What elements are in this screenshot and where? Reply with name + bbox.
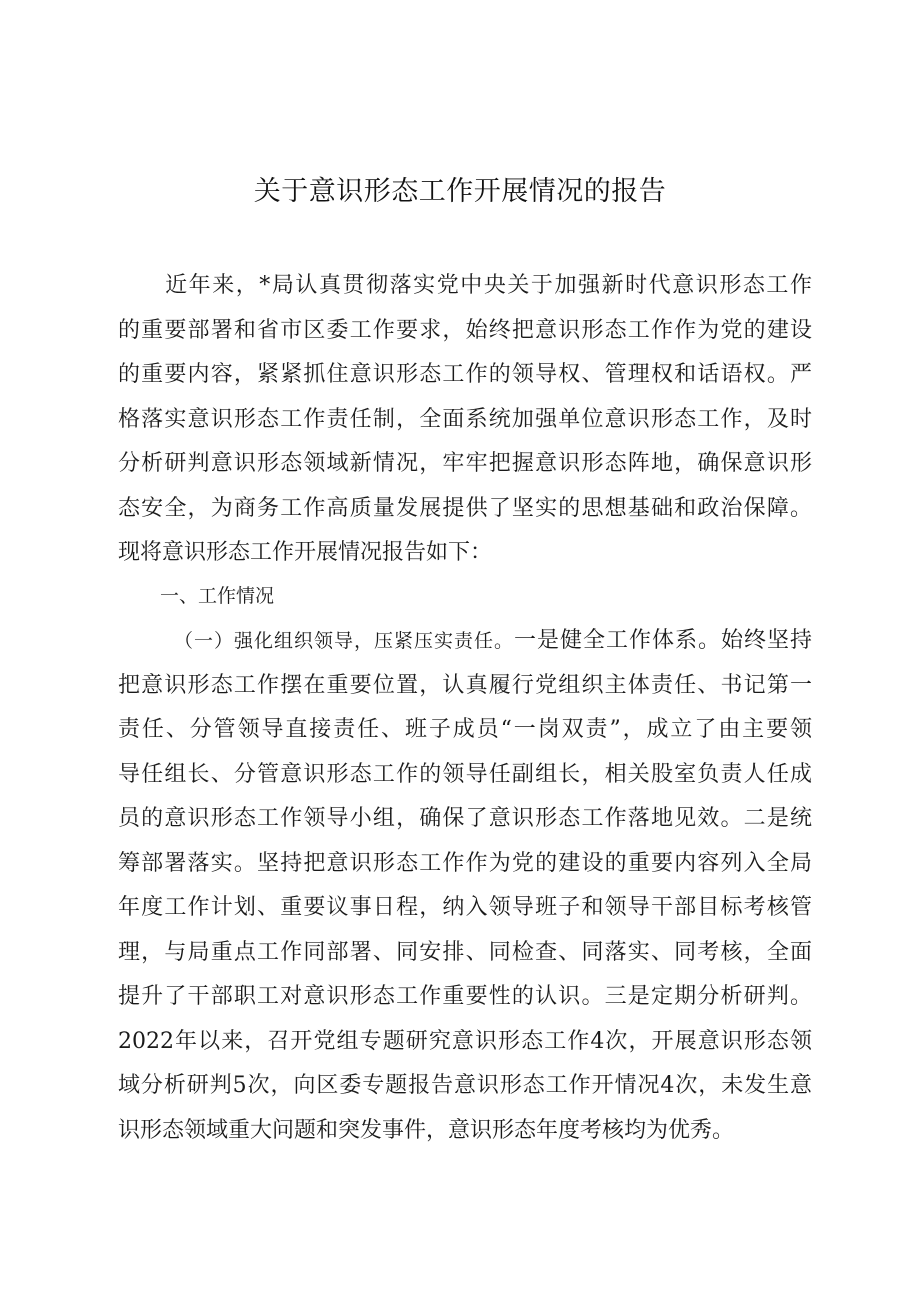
paragraph-line: 域分析研判5次，向区委专题报告意识形态工作开情况4次，未发生意: [118, 1073, 812, 1098]
sub-section-first-line-text: 一是健全工作体系。始终坚持: [513, 628, 812, 653]
paragraph-line: 2022年以来，召开党组专题研究意识形态工作4次，开展意识形态领: [118, 1028, 812, 1054]
paragraph-line: 提升了干部职工对意识形态工作重要性的认识。三是定期分析研判。: [118, 984, 812, 1009]
sub-section-paragraph: [118, 619, 812, 1153]
intro-line: 分析研判意识形态领域新情况，牢牢把握意识形态阵地，确保意识形: [118, 451, 812, 476]
section-heading-work-status: 一、工作情况: [160, 585, 275, 607]
intro-line: 的重要内容，紧紧抓住意识形态工作的领导权、管理权和话语权。严: [118, 362, 812, 387]
paragraph-line: 把意识形态工作摆在重要位置，认真履行党组织主体责任、书记第一: [118, 672, 812, 698]
intro-line: 的重要部署和省市区委工作要求，始终把意识形态工作作为党的建设: [118, 317, 812, 343]
paragraph-line: 筹部署落实。坚持把意识形态工作作为党的建设的重要内容列入全局: [118, 850, 812, 876]
paragraph-line: 员的意识形态工作领导小组，确保了意识形态工作落地见效。二是统: [118, 806, 812, 831]
intro-paragraph: [118, 264, 812, 576]
intro-line: 近年来，*局认真贯彻落实党中央关于加强新时代意识形态工作: [118, 273, 812, 298]
paragraph-line: 年度工作计划、重要议事日程，纳入领导班子和领导干部目标考核管: [118, 895, 812, 920]
intro-line: 现将意识形态工作开展情况报告如下：: [118, 540, 493, 565]
paragraph-line: 理，与局重点工作同部署、同安排、同检查、同落实、同考核，全面: [118, 939, 812, 965]
intro-line: 格落实意识形态工作责任制，全面系统加强单位意识形态工作，及时: [118, 406, 812, 432]
document-title: 关于意识形态工作开展情况的报告: [253, 176, 667, 207]
intro-line: 态安全，为商务工作高质量发展提供了坚实的思想基础和政治保障。: [118, 495, 812, 521]
sub-section-first-line: [118, 619, 812, 664]
paragraph-line: 识形态领域重大问题和突发事件，意识形态年度考核均为优秀。: [118, 1117, 735, 1143]
paragraph-line: 责任、分管领导直接责任、班子成员“一岗双责”，成立了由主要领: [118, 717, 812, 742]
paragraph-line: 导任组长、分管意识形态工作的领导任副组长，相关股室负责人任成: [118, 761, 812, 787]
sub-section-heading: （一）强化组织领导，压紧压实责任。: [174, 630, 514, 652]
